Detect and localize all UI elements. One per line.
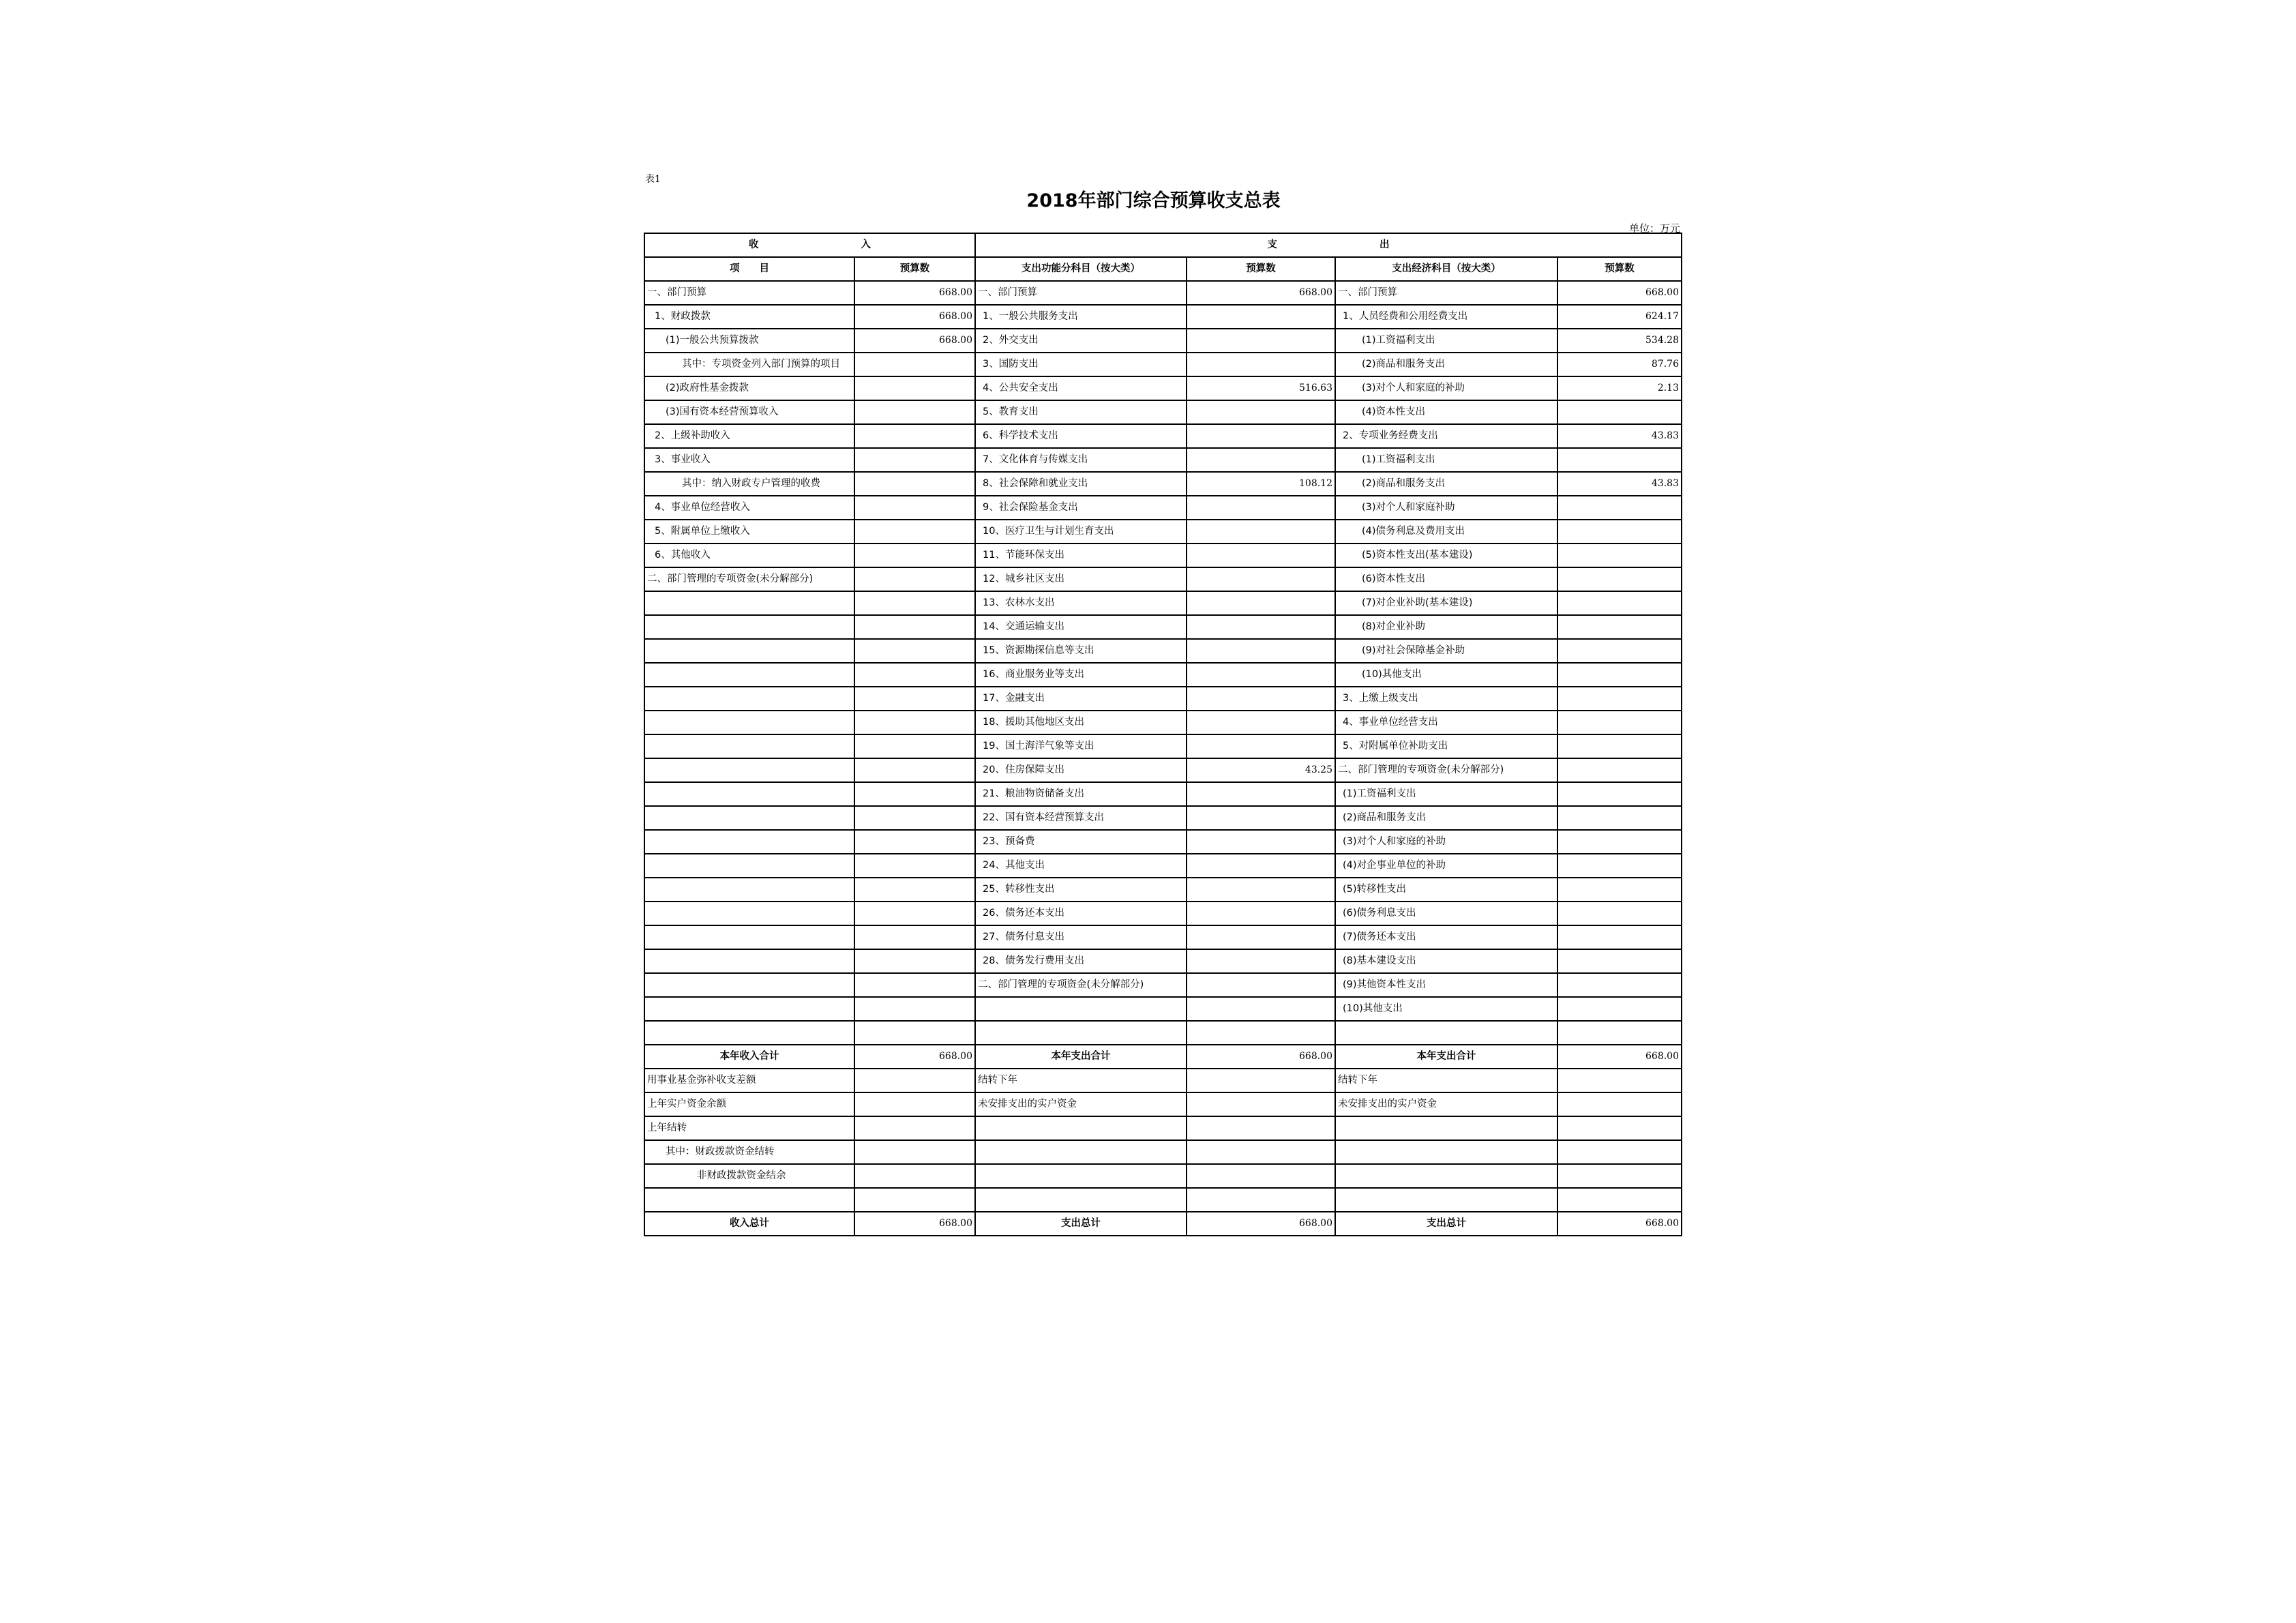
func-budget-cell xyxy=(1187,353,1335,376)
income-item-cell xyxy=(644,925,854,949)
income-budget-cell xyxy=(854,567,975,591)
func-budget-cell xyxy=(1187,878,1335,902)
econ-item-cell: (2)商品和服务支出 xyxy=(1335,472,1557,496)
func-budget-cell xyxy=(1187,734,1335,758)
year-econ-total-label: 本年支出合计 xyxy=(1335,1045,1557,1069)
func-item-cell: 23、预备费 xyxy=(975,830,1187,854)
table-row xyxy=(644,758,1682,782)
func-budget-cell: 108.12 xyxy=(1187,472,1335,496)
econ-item-cell: (2)商品和服务支出 xyxy=(1335,806,1557,830)
func-item-cell: 24、其他支出 xyxy=(975,854,1187,878)
income-budget-cell xyxy=(854,711,975,734)
func-budget-cell xyxy=(1187,854,1335,878)
income-budget-cell xyxy=(854,1116,975,1140)
income-budget-cell xyxy=(854,782,975,806)
econ-item-cell: (3)对个人和家庭的补助 xyxy=(1335,376,1557,400)
income-budget-cell xyxy=(854,925,975,949)
econ-budget-cell: 668.00 xyxy=(1557,281,1682,305)
func-budget-cell: 516.63 xyxy=(1187,376,1335,400)
col-header-income-budget: 预算数 xyxy=(854,257,975,281)
econ-budget-cell: 534.28 xyxy=(1557,329,1682,353)
econ-budget-cell xyxy=(1557,973,1682,997)
income-budget-cell xyxy=(854,1069,975,1092)
table-row xyxy=(644,734,1682,758)
col-header-econ-budget: 预算数 xyxy=(1557,257,1682,281)
income-item-cell xyxy=(644,711,854,734)
econ-item-cell: 1、人员经费和公用经费支出 xyxy=(1335,305,1557,329)
income-budget-cell: 668.00 xyxy=(854,329,975,353)
income-item-cell: 6、其他收入 xyxy=(644,544,854,567)
func-budget-cell xyxy=(1187,424,1335,448)
income-budget-cell xyxy=(854,424,975,448)
col-header-item: 项 目 xyxy=(644,257,854,281)
header-row-columns xyxy=(644,257,1682,281)
econ-item-cell: 未安排支出的实户资金 xyxy=(1335,1092,1557,1116)
table-row xyxy=(644,1092,1682,1116)
income-budget-cell xyxy=(854,639,975,663)
econ-budget-cell xyxy=(1557,520,1682,544)
func-budget-cell xyxy=(1187,400,1335,424)
econ-budget-cell xyxy=(1557,902,1682,925)
func-item-cell: 二、部门管理的专项资金(未分解部分) xyxy=(975,973,1187,997)
econ-budget-cell xyxy=(1557,663,1682,687)
econ-budget-cell xyxy=(1557,1140,1682,1164)
income-budget-cell xyxy=(854,902,975,925)
income-item-cell: (2)政府性基金拨款 xyxy=(644,376,854,400)
econ-item-cell: (7)债务还本支出 xyxy=(1335,925,1557,949)
func-item-cell: 18、援助其他地区支出 xyxy=(975,711,1187,734)
func-item-cell: 未安排支出的实户资金 xyxy=(975,1092,1187,1116)
func-item-cell: 6、科学技术支出 xyxy=(975,424,1187,448)
table-row xyxy=(644,1069,1682,1092)
income-item-cell xyxy=(644,973,854,997)
year-func-total-label: 本年支出合计 xyxy=(975,1045,1187,1069)
income-item-cell xyxy=(644,782,854,806)
income-item-cell xyxy=(644,687,854,711)
econ-budget-cell xyxy=(1557,997,1682,1021)
income-item-cell: 一、部门预算 xyxy=(644,281,854,305)
income-budget-cell xyxy=(854,353,975,376)
expense-group-char-2: 出 xyxy=(1380,239,1390,250)
econ-item-cell: (6)债务利息支出 xyxy=(1335,902,1557,925)
func-item-cell: 结转下年 xyxy=(975,1069,1187,1092)
econ-item-cell: (3)对个人和家庭的补助 xyxy=(1335,830,1557,854)
table-row xyxy=(644,925,1682,949)
econ-item-cell: (8)基本建设支出 xyxy=(1335,949,1557,973)
table-row xyxy=(644,663,1682,687)
grand-func-total-value: 668.00 xyxy=(1187,1212,1335,1236)
income-item-cell: 上年结转 xyxy=(644,1116,854,1140)
income-budget-cell xyxy=(854,591,975,615)
func-budget-cell xyxy=(1187,949,1335,973)
table-row xyxy=(644,902,1682,925)
income-item-cell xyxy=(644,663,854,687)
econ-item-cell: 一、部门预算 xyxy=(1335,281,1557,305)
income-item-cell xyxy=(644,878,854,902)
func-budget-cell: 668.00 xyxy=(1187,281,1335,305)
func-budget-cell xyxy=(1187,830,1335,854)
econ-budget-cell xyxy=(1557,711,1682,734)
func-budget-cell xyxy=(1187,520,1335,544)
func-budget-cell xyxy=(1187,1164,1335,1188)
table-row xyxy=(644,997,1682,1021)
grand-econ-total-label: 支出总计 xyxy=(1335,1212,1557,1236)
table-row xyxy=(644,376,1682,400)
econ-budget-cell xyxy=(1557,1188,1682,1212)
income-item-cell: 用事业基金弥补收支差额 xyxy=(644,1069,854,1092)
econ-budget-cell xyxy=(1557,591,1682,615)
unit-label: 单位：万元 xyxy=(1628,222,1680,235)
econ-budget-cell xyxy=(1557,1021,1682,1045)
table-row xyxy=(644,281,1682,305)
econ-item-cell: (10)其他支出 xyxy=(1335,663,1557,687)
income-budget-cell xyxy=(854,830,975,854)
func-item-cell: 2、外交支出 xyxy=(975,329,1187,353)
income-budget-cell xyxy=(854,472,975,496)
income-item-cell xyxy=(644,639,854,663)
income-budget-cell xyxy=(854,1164,975,1188)
econ-budget-cell xyxy=(1557,782,1682,806)
grand-income-total-label: 收入总计 xyxy=(644,1212,854,1236)
func-item-cell xyxy=(975,1116,1187,1140)
income-item-cell: 其中：纳入财政专户管理的收费 xyxy=(644,472,854,496)
income-budget-cell xyxy=(854,1140,975,1164)
income-budget-cell xyxy=(854,1021,975,1045)
table-row xyxy=(644,830,1682,854)
econ-budget-cell: 43.83 xyxy=(1557,424,1682,448)
income-item-cell xyxy=(644,734,854,758)
econ-budget-cell xyxy=(1557,925,1682,949)
grand-total-row xyxy=(644,1212,1682,1236)
func-item-cell: 25、转移性支出 xyxy=(975,878,1187,902)
table-row xyxy=(644,973,1682,997)
table-row xyxy=(644,448,1682,472)
econ-item-cell: 5、对附属单位补助支出 xyxy=(1335,734,1557,758)
col-header-func: 支出功能分科目（按大类） xyxy=(975,257,1187,281)
func-budget-cell xyxy=(1187,1021,1335,1045)
func-budget-cell xyxy=(1187,496,1335,520)
econ-budget-cell xyxy=(1557,949,1682,973)
income-item-cell xyxy=(644,1188,854,1212)
income-item-cell: 上年实户资金余额 xyxy=(644,1092,854,1116)
income-budget-cell xyxy=(854,544,975,567)
income-item-cell: 3、事业收入 xyxy=(644,448,854,472)
func-item-cell: 9、社会保险基金支出 xyxy=(975,496,1187,520)
func-budget-cell xyxy=(1187,567,1335,591)
table-row xyxy=(644,711,1682,734)
econ-budget-cell xyxy=(1557,1092,1682,1116)
func-item-cell: 15、资源勘探信息等支出 xyxy=(975,639,1187,663)
func-budget-cell xyxy=(1187,973,1335,997)
econ-item-cell: (9)对社会保障基金补助 xyxy=(1335,639,1557,663)
econ-item-cell: (7)对企业补助(基本建设) xyxy=(1335,591,1557,615)
table-row xyxy=(644,782,1682,806)
econ-item-cell: (4)资本性支出 xyxy=(1335,400,1557,424)
income-item-cell: 1、财政拨款 xyxy=(644,305,854,329)
func-item-cell: 21、粮油物资储备支出 xyxy=(975,782,1187,806)
econ-budget-cell xyxy=(1557,400,1682,424)
econ-item-cell xyxy=(1335,1021,1557,1045)
func-budget-cell xyxy=(1187,1069,1335,1092)
table-row xyxy=(644,472,1682,496)
func-item-cell: 5、教育支出 xyxy=(975,400,1187,424)
table-row xyxy=(644,615,1682,639)
func-budget-cell xyxy=(1187,591,1335,615)
econ-budget-cell: 624.17 xyxy=(1557,305,1682,329)
econ-budget-cell xyxy=(1557,758,1682,782)
income-item-cell: 2、上级补助收入 xyxy=(644,424,854,448)
income-budget-cell xyxy=(854,687,975,711)
econ-budget-cell xyxy=(1557,615,1682,639)
func-budget-cell xyxy=(1187,806,1335,830)
income-item-cell: (1)一般公共预算拨款 xyxy=(644,329,854,353)
func-budget-cell xyxy=(1187,902,1335,925)
table-row xyxy=(644,1164,1682,1188)
func-item-cell: 10、医疗卫生与计划生育支出 xyxy=(975,520,1187,544)
grand-func-total-label: 支出总计 xyxy=(975,1212,1187,1236)
func-budget-cell xyxy=(1187,544,1335,567)
income-group-char-1: 收 xyxy=(749,239,759,250)
income-budget-cell xyxy=(854,758,975,782)
func-item-cell: 22、国有资本经营预算支出 xyxy=(975,806,1187,830)
expense-group-header xyxy=(975,233,1682,257)
econ-item-cell: (2)商品和服务支出 xyxy=(1335,353,1557,376)
econ-budget-cell xyxy=(1557,567,1682,591)
income-budget-cell xyxy=(854,806,975,830)
func-item-cell: 26、债务还本支出 xyxy=(975,902,1187,925)
econ-item-cell: (1)工资福利支出 xyxy=(1335,329,1557,353)
income-budget-cell: 668.00 xyxy=(854,305,975,329)
func-item-cell: 3、国防支出 xyxy=(975,353,1187,376)
econ-item-cell: 4、事业单位经营支出 xyxy=(1335,711,1557,734)
func-budget-cell xyxy=(1187,615,1335,639)
func-budget-cell xyxy=(1187,925,1335,949)
econ-item-cell: 3、上缴上级支出 xyxy=(1335,687,1557,711)
table-row xyxy=(644,591,1682,615)
econ-item-cell: 二、部门管理的专项资金(未分解部分) xyxy=(1335,758,1557,782)
expense-group-char-1: 支 xyxy=(1267,239,1277,250)
func-budget-cell xyxy=(1187,329,1335,353)
income-budget-cell xyxy=(854,949,975,973)
income-item-cell xyxy=(644,830,854,854)
table-row xyxy=(644,305,1682,329)
income-item-cell: 其中：财政拨款资金结转 xyxy=(644,1140,854,1164)
econ-item-cell: 结转下年 xyxy=(1335,1069,1557,1092)
econ-budget-cell xyxy=(1557,878,1682,902)
func-item-cell: 16、商业服务业等支出 xyxy=(975,663,1187,687)
income-item-cell xyxy=(644,806,854,830)
econ-item-cell: (5)转移性支出 xyxy=(1335,878,1557,902)
econ-item-cell: (4)债务利息及费用支出 xyxy=(1335,520,1557,544)
income-item-cell: 4、事业单位经营收入 xyxy=(644,496,854,520)
income-budget-cell xyxy=(854,448,975,472)
econ-budget-cell: 43.83 xyxy=(1557,472,1682,496)
func-item-cell: 28、债务发行费用支出 xyxy=(975,949,1187,973)
col-header-econ: 支出经济科目（按大类） xyxy=(1335,257,1557,281)
table-row xyxy=(644,544,1682,567)
econ-item-cell: (1)工资福利支出 xyxy=(1335,782,1557,806)
table-row xyxy=(644,1021,1682,1045)
func-budget-cell xyxy=(1187,448,1335,472)
func-item-cell: 14、交通运输支出 xyxy=(975,615,1187,639)
income-budget-cell xyxy=(854,997,975,1021)
income-item-cell xyxy=(644,591,854,615)
econ-budget-cell xyxy=(1557,544,1682,567)
econ-budget-cell xyxy=(1557,448,1682,472)
income-group-header xyxy=(644,233,975,257)
func-item-cell: 17、金融支出 xyxy=(975,687,1187,711)
econ-item-cell xyxy=(1335,1116,1557,1140)
table-row xyxy=(644,353,1682,376)
func-item-cell: 一、部门预算 xyxy=(975,281,1187,305)
table-row xyxy=(644,687,1682,711)
income-budget-cell xyxy=(854,376,975,400)
income-group-char-2: 入 xyxy=(861,239,871,250)
income-budget-cell xyxy=(854,663,975,687)
econ-item-cell: (1)工资福利支出 xyxy=(1335,448,1557,472)
func-item-cell xyxy=(975,1021,1187,1045)
econ-budget-cell xyxy=(1557,1116,1682,1140)
table-row xyxy=(644,520,1682,544)
budget-table xyxy=(644,233,1682,1236)
table-row xyxy=(644,1140,1682,1164)
grand-econ-total-value: 668.00 xyxy=(1557,1212,1682,1236)
table-row xyxy=(644,949,1682,973)
econ-budget-cell: 87.76 xyxy=(1557,353,1682,376)
sheet-label: 表1 xyxy=(645,174,661,185)
income-item-cell xyxy=(644,902,854,925)
econ-item-cell: (6)资本性支出 xyxy=(1335,567,1557,591)
year-econ-total-value: 668.00 xyxy=(1557,1045,1682,1069)
income-item-cell xyxy=(644,949,854,973)
table-row xyxy=(644,496,1682,520)
func-budget-cell xyxy=(1187,1188,1335,1212)
econ-item-cell xyxy=(1335,1140,1557,1164)
table-row xyxy=(644,329,1682,353)
year-func-total-value: 668.00 xyxy=(1187,1045,1335,1069)
func-budget-cell xyxy=(1187,1092,1335,1116)
year-income-total-label: 本年收入合计 xyxy=(644,1045,854,1069)
income-budget-cell xyxy=(854,496,975,520)
income-budget-cell xyxy=(854,520,975,544)
econ-item-cell: (5)资本性支出(基本建设) xyxy=(1335,544,1557,567)
income-item-cell xyxy=(644,997,854,1021)
func-item-cell xyxy=(975,1140,1187,1164)
income-item-cell: 二、部门管理的专项资金(未分解部分) xyxy=(644,567,854,591)
func-budget-cell xyxy=(1187,1140,1335,1164)
func-item-cell: 27、债务付息支出 xyxy=(975,925,1187,949)
table-row xyxy=(644,400,1682,424)
income-budget-cell xyxy=(854,854,975,878)
func-item-cell: 11、节能环保支出 xyxy=(975,544,1187,567)
income-item-cell: 5、附属单位上缴收入 xyxy=(644,520,854,544)
income-budget-cell xyxy=(854,615,975,639)
func-budget-cell xyxy=(1187,305,1335,329)
page-title: 2018年部门综合预算收支总表 xyxy=(1026,190,1281,211)
econ-budget-cell xyxy=(1557,1164,1682,1188)
func-item-cell: 1、一般公共服务支出 xyxy=(975,305,1187,329)
table-row xyxy=(644,806,1682,830)
year-total-row xyxy=(644,1045,1682,1069)
func-item-cell xyxy=(975,1188,1187,1212)
income-budget-cell xyxy=(854,400,975,424)
col-header-func-budget: 预算数 xyxy=(1187,257,1335,281)
table-row xyxy=(644,1188,1682,1212)
table-row xyxy=(644,1116,1682,1140)
income-item-cell xyxy=(644,758,854,782)
func-item-cell: 4、公共安全支出 xyxy=(975,376,1187,400)
income-budget-cell xyxy=(854,734,975,758)
func-item-cell: 12、城乡社区支出 xyxy=(975,567,1187,591)
econ-budget-cell xyxy=(1557,687,1682,711)
econ-item-cell: (3)对个人和家庭补助 xyxy=(1335,496,1557,520)
econ-budget-cell: 2.13 xyxy=(1557,376,1682,400)
income-item-cell: 其中：专项资金列入部门预算的项目 xyxy=(644,353,854,376)
income-budget-cell xyxy=(854,1092,975,1116)
func-item-cell xyxy=(975,997,1187,1021)
econ-budget-cell xyxy=(1557,496,1682,520)
econ-item-cell: (8)对企业补助 xyxy=(1335,615,1557,639)
table-row xyxy=(644,567,1682,591)
func-budget-cell xyxy=(1187,663,1335,687)
income-item-cell xyxy=(644,1021,854,1045)
econ-budget-cell xyxy=(1557,734,1682,758)
year-income-total-value: 668.00 xyxy=(854,1045,975,1069)
econ-item-cell: (10)其他支出 xyxy=(1335,997,1557,1021)
table-row xyxy=(644,854,1682,878)
econ-item-cell xyxy=(1335,1188,1557,1212)
header-row-group xyxy=(644,233,1682,257)
income-budget-cell xyxy=(854,973,975,997)
econ-budget-cell xyxy=(1557,639,1682,663)
income-item-cell: 非财政拨款资金结余 xyxy=(644,1164,854,1188)
func-budget-cell: 43.25 xyxy=(1187,758,1335,782)
econ-budget-cell xyxy=(1557,854,1682,878)
func-item-cell: 19、国土海洋气象等支出 xyxy=(975,734,1187,758)
econ-item-cell: (4)对企事业单位的补助 xyxy=(1335,854,1557,878)
income-budget-cell xyxy=(854,1188,975,1212)
grand-income-total-value: 668.00 xyxy=(854,1212,975,1236)
income-item-cell xyxy=(644,854,854,878)
econ-item-cell: 2、专项业务经费支出 xyxy=(1335,424,1557,448)
func-budget-cell xyxy=(1187,997,1335,1021)
func-budget-cell xyxy=(1187,782,1335,806)
econ-budget-cell xyxy=(1557,1069,1682,1092)
func-budget-cell xyxy=(1187,1116,1335,1140)
func-item-cell: 20、住房保障支出 xyxy=(975,758,1187,782)
func-item-cell: 8、社会保障和就业支出 xyxy=(975,472,1187,496)
func-item-cell: 7、文化体育与传媒支出 xyxy=(975,448,1187,472)
func-budget-cell xyxy=(1187,711,1335,734)
func-budget-cell xyxy=(1187,687,1335,711)
table-row xyxy=(644,878,1682,902)
econ-item-cell xyxy=(1335,1164,1557,1188)
func-item-cell xyxy=(975,1164,1187,1188)
func-item-cell: 13、农林水支出 xyxy=(975,591,1187,615)
table-row xyxy=(644,639,1682,663)
income-item-cell: (3)国有资本经营预算收入 xyxy=(644,400,854,424)
econ-item-cell: (9)其他资本性支出 xyxy=(1335,973,1557,997)
income-budget-cell: 668.00 xyxy=(854,281,975,305)
func-budget-cell xyxy=(1187,639,1335,663)
income-budget-cell xyxy=(854,878,975,902)
econ-budget-cell xyxy=(1557,806,1682,830)
budget-table-body xyxy=(644,233,1682,1236)
income-item-cell xyxy=(644,615,854,639)
econ-budget-cell xyxy=(1557,830,1682,854)
table-row xyxy=(644,424,1682,448)
